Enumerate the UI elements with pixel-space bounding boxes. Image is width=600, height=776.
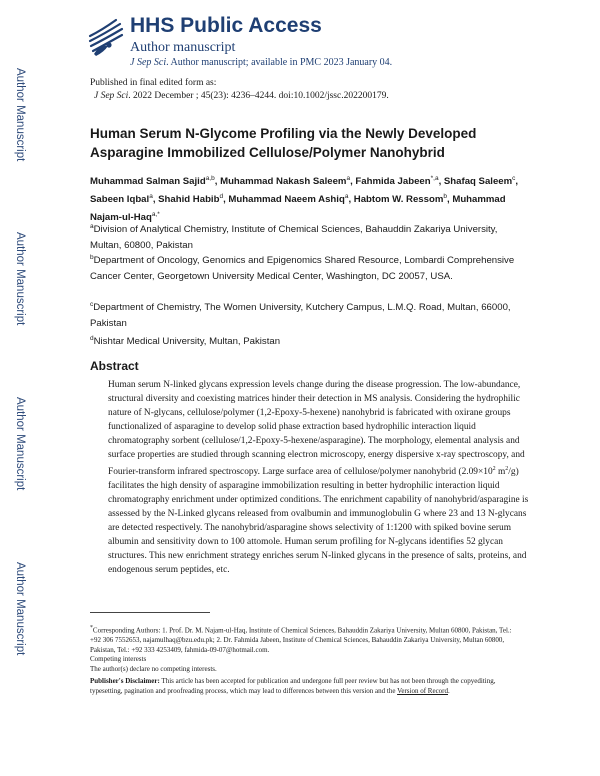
publisher-disclaimer: Publisher's Disclaimer: This article has been accepted for publication and undergone full peer review but has not been through the copyediting, typesetting, pagination and proofreading process, which may lead to differences between this version and the Version of Record.: [90, 677, 496, 695]
hhs-public-access-title: HHS Public Access: [130, 14, 322, 37]
hhs-eagle-logo-icon: [82, 14, 128, 60]
version-of-record-link[interactable]: Version of Record: [397, 686, 449, 695]
author-name: Sabeen Iqbal: [90, 194, 150, 206]
sidebar-label: Author Manuscript: [14, 68, 26, 162]
affiliation-b: $^b$Department of Oncology, Genomics and Epigenomics Shared Resource, Lombardi Comprehensive Cancer Center, Georgetown University Medical Center, Washington, DC 20057, USA.: [90, 254, 515, 282]
competing-interests-text: The author(s) declare no competing interests.: [90, 664, 217, 673]
paper-title: Human Serum N-Glycome Profiling via the Newly Developed Asparagine Immobilized Cellulose/Polymer Nanohybrid: [90, 126, 477, 160]
footnotes: [90, 624, 516, 696]
competing-interests-label: Competing interests: [90, 655, 147, 664]
author-name: Fahmida Jabeen: [355, 176, 431, 188]
sidebar-label: Author Manuscript: [14, 562, 26, 656]
publication-info: [90, 77, 389, 103]
affiliation-d: $^d$Nishtar Medical University, Multan, Pakistan: [90, 335, 281, 348]
citation-text: . 2022 December ; 45(23): 4236–4244. doi:10.1002/jssc.202200179.: [128, 91, 389, 101]
corresponding-footnote: *Corresponding Authors: 1. Prof. Dr. M. Najam-ul-Haq, Institute of Chemical Sciences, Bahauddin Zakariya University, Multan 60800, Pakistan, Tel.: +92 306 7552653, najamulhaq@bzu.edu.pk; 2. Dr. Fahmida Jabeen, Institute of Chemical Sciences, Bahauddin Zakariya University, Multan 60800, Pakistan, Tel.: +92 333 4253409, fahmida-09-07@hotmail.com.: [90, 625, 512, 654]
author-name: Shafaq Saleem: [443, 176, 513, 188]
author-name: Shahid Habib: [158, 194, 220, 206]
author-manuscript-sidebar: [0, 0, 40, 776]
author-name: Habtom W. Ressom: [353, 194, 444, 206]
citation-line: [90, 90, 389, 103]
journal-abbrev: J Sep Sci: [130, 57, 167, 68]
author-name: Muhammad Salman Sajid: [90, 176, 206, 188]
abstract-body: Human serum N-linked glycans expression levels change during the disease progression. The low-abundance, structural diversity and coexisting matrices hinder their detection in MS analysis. Considering the hydrophilic nature of N-glycans, cellulose/polymer (1,2-Epoxy-5-hexene) nanohybrid is fabricated with oxirane groups functionalized of asparagine to develop solid phase extraction based hydrophilic interaction liquid chromatography sorbent (cellulose/1,2-Epoxy-5-hexene/asparagine). The morphology, elemental analysis and surface properties are studied through scanning electron microscopy, energy dispersive x-ray spectroscopy, and Fourier-transform infrared spectroscopy. Large surface area of cellulose/polymer nanohybrid ($2.09\times 10^2$ $m^2/g$) facilitates the high density of asparagine immobilization resulting in better hydrophilic interaction liquid chromatography enrichment under optimized conditions. The enrichment capability of nanohybrid/asparagine is assessed by the N-Linked glycans released from ovalbumin and immunoglobulin G where 23 and 13 N-glycans are detected respectively. The nanohybrid/asparagine shows selectivity of 1:1200 with spiked bovine serum albumin and sensitivity down to 100 attomole. Human serum profiling for N-glycans identifies 52 glycan structures. This new enrichment strategy enriches serum N-linked glycans in the presence of salts, proteins, and endogenous serum peptides, etc.: [108, 380, 529, 576]
abstract-heading: Abstract: [90, 359, 139, 373]
published-label: Published in final edited form as:: [90, 78, 217, 88]
hhs-header: [82, 14, 542, 74]
affiliation-a: $^a$Division of Analytical Chemistry, Institute of Chemical Sciences, Bahauddin Zakariya University, Multan, 60800, Pakistan: [90, 223, 498, 251]
author-manuscript-subtitle: Author manuscript: [130, 40, 236, 55]
author-name: Muhammad Nakash Saleem: [220, 176, 347, 188]
sidebar-label: Author Manuscript: [14, 397, 26, 491]
availability-text: . Author manuscript; available in PMC 2023 January 04.: [166, 57, 393, 68]
availability-line: [130, 57, 392, 68]
author-name: Muhammad Najam-ul-Haq: [90, 194, 506, 224]
citation-journal: J Sep Sci: [94, 91, 129, 101]
sidebar-label: Author Manuscript: [14, 232, 26, 326]
affiliation-c: $^c$Department of Chemistry, The Women University, Kutchery Campus, L.M.Q. Road, Multan, 66000, Pakistan: [90, 301, 511, 329]
footnote-divider: [90, 612, 210, 613]
author-name: Muhammad Naeem Ashiq: [228, 194, 345, 206]
author-list: Muhammad Salman Sajid$^{a,b}$, Muhammad Nakash Saleem$^a$, Fahmida Jabeen$^{*,a}$, Shafaq Saleem$^c$, Sabeen Iqbal$^a$, Shahid Habib$^d$, Muhammad Naeem Ashiq$^a$, Habtom W. Ressom$^b$, Muhammad Najam-ul-Haq$^{a,*}$: [90, 175, 519, 224]
